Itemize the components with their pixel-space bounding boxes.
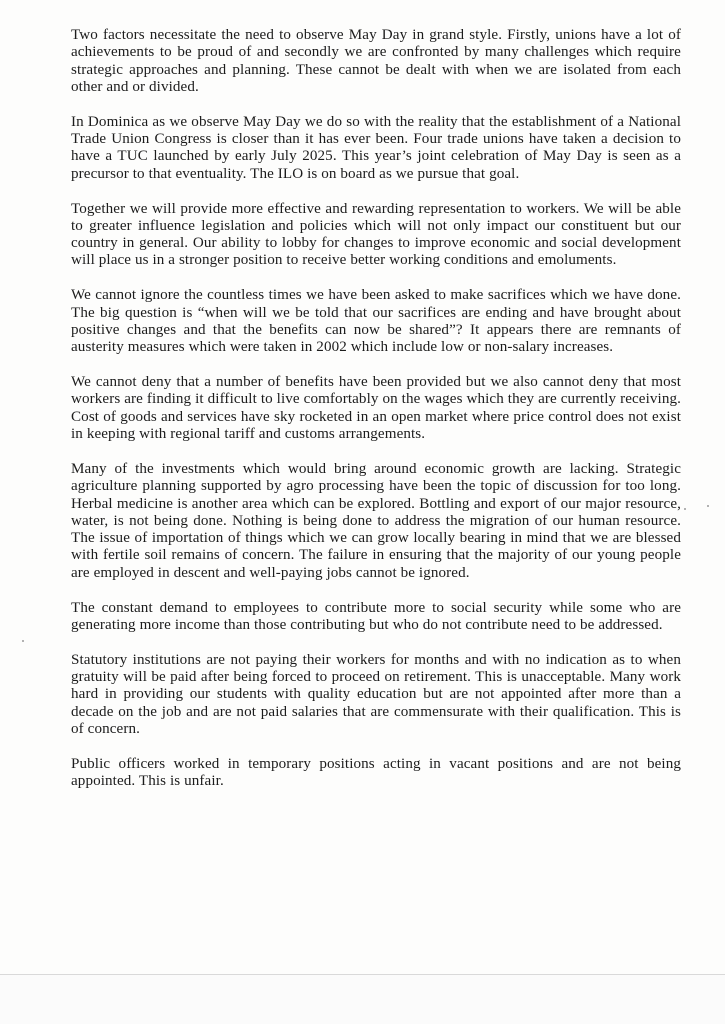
scan-speck	[684, 508, 686, 510]
paragraph-7: The constant demand to employees to contribute more to social security while some who are generating more income than those contributing but who do not contribute need to be addressed.	[71, 599, 681, 633]
paragraph-9: Public officers worked in temporary positions acting in vacant positions and are not being appointed. This is unfair.	[71, 755, 681, 790]
page-bottom-margin	[0, 975, 725, 1024]
scan-speck	[22, 640, 24, 642]
paragraph-8: Statutory institutions are not paying their workers for months and with no indication as to when gratuity will be paid after being forced to proceed on retirement. This is unacceptable. Many work hard in providing our students with quality education but are not appointed after more than a decade on the job and are not paid salaries that are commensurate with their qualification. This is of concern.	[71, 651, 681, 737]
paragraph-3: Together we will provide more effective and rewarding representation to workers. We will be able to greater influence legislation and policies which will not only impact our constituent but our country in general. Our ability to lobby for changes to improve economic and social development will place us in a stronger position to receive better working conditions and emoluments.	[71, 200, 681, 269]
paragraph-6: Many of the investments which would bring around economic growth are lacking. Strategic agriculture planning supported by agro processing have been the topic of discussion for too long. Herbal medicine is another area which can be explored. Bottling and export of our major resource, water, is not being done. Nothing is being done to address the migration of our human resource. The issue of importation of things which we can grow locally bearing in mind that we are blessed with fertile soil remains of concern. The failure in ensuring that the majority of our young people are employed in descent and well-paying jobs cannot be ignored.	[71, 460, 681, 581]
paragraph-1: Two factors necessitate the need to observe May Day in grand style. Firstly, unions have a lot of achievements to be proud of and secondly we are confronted by many challenges which require strategic approaches and planning. These cannot be dealt with when we are isolated from each other and or divided.	[71, 27, 681, 95]
paragraph-4: We cannot ignore the countless times we have been asked to make sacrifices which we have done. The big question is “when will we be told that our sacrifices are ending and have brought about positive changes and that the benefits can now be shared”? It appears there are remnants of austerity measures which were taken in 2002 which include low or non-salary increases.	[71, 287, 681, 356]
paragraph-5: We cannot deny that a number of benefits have been provided but we also cannot deny that most workers are finding it difficult to live comfortably on the wages which they are currently receiving. Cost of goods and services have sky rocketed in an open market where price control does not exist in keeping with regional tariff and customs arrangements.	[71, 374, 681, 443]
scan-speck	[707, 505, 709, 507]
document-body	[71, 27, 681, 808]
paragraph-2: In Dominica as we observe May Day we do so with the reality that the establishment of a National Trade Union Congress is closer than it has ever been. Four trade unions have taken a decision to have a TUC launched by early July 2025. This year’s joint celebration of May Day is seen as a precursor to that eventuality. The ILO is on board as we pursue that goal.	[71, 113, 681, 182]
